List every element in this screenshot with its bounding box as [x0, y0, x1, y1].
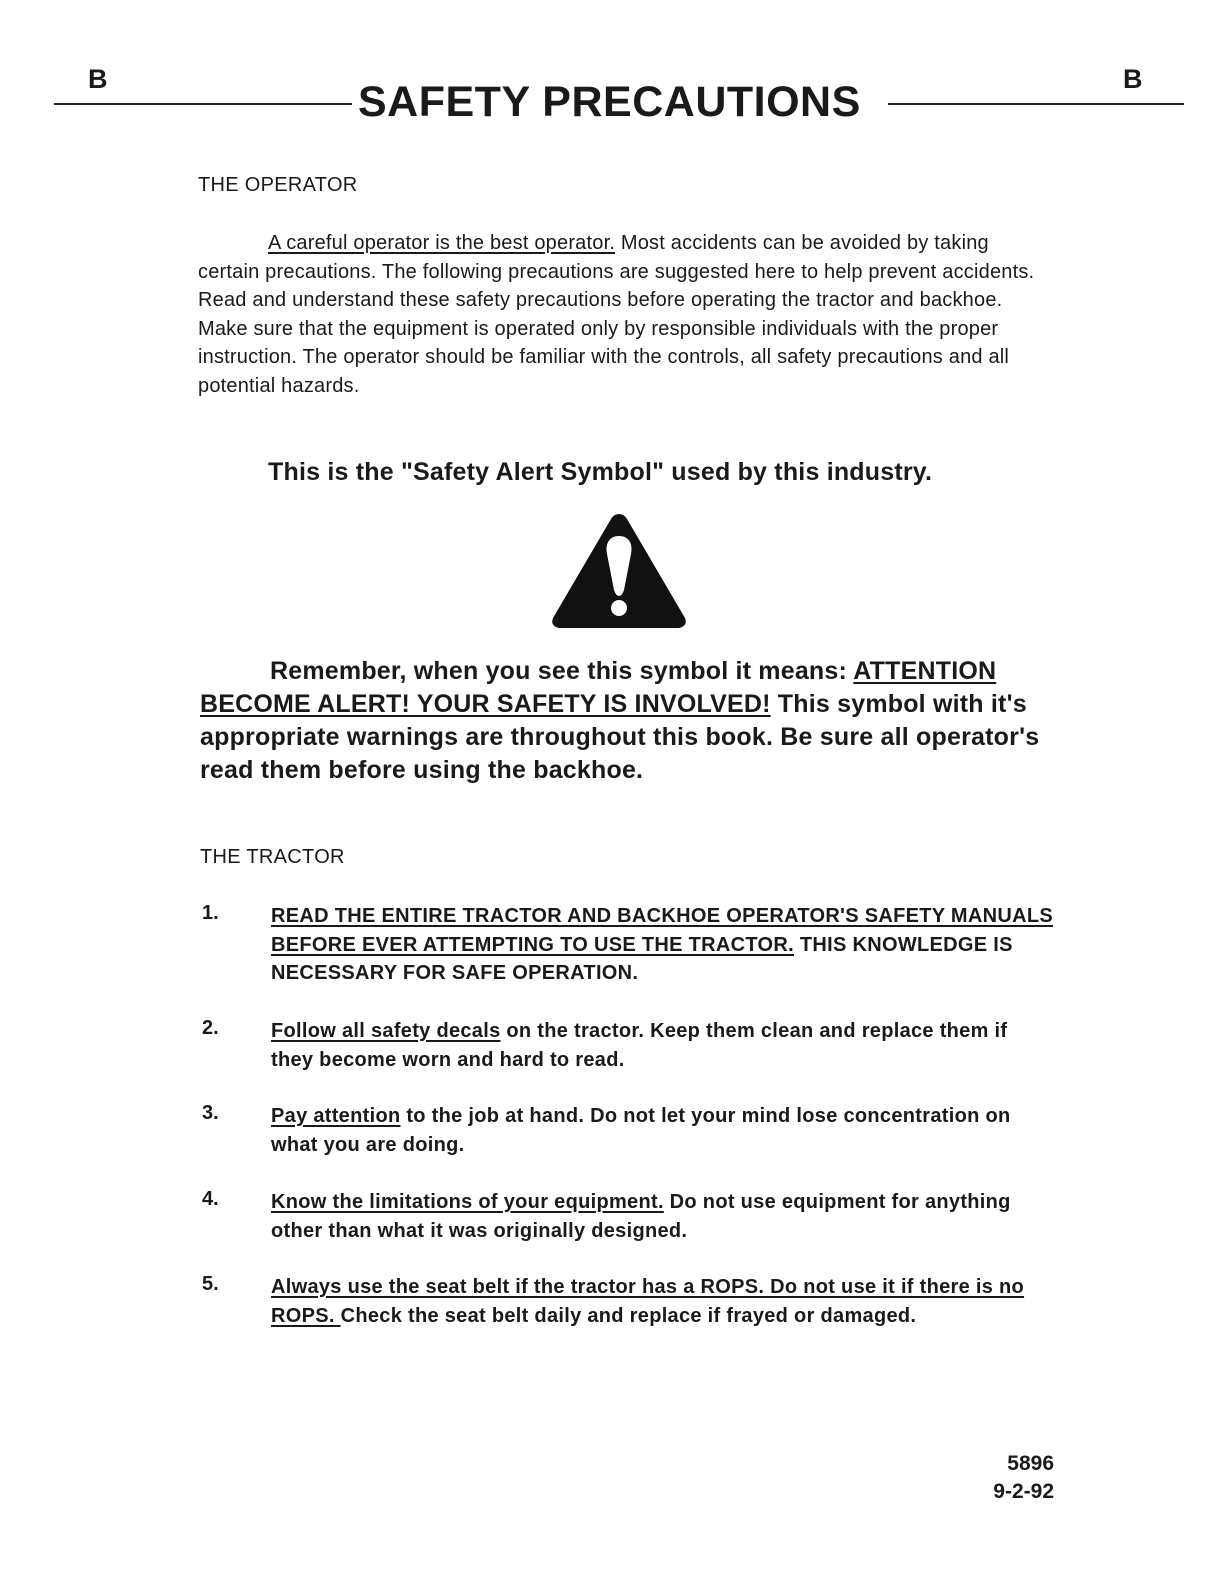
document-code: 5896	[1007, 1452, 1054, 1475]
item-number: 4.	[202, 1188, 219, 1210]
item-number: 5.	[202, 1273, 219, 1295]
remember-attention: ATTENTION BECOME ALERT! YOUR SAFETY IS INVOLVED!	[200, 657, 997, 718]
tractor-item-4	[271, 1188, 1051, 1245]
safety-alert-caption: This is the "Safety Alert Symbol" used by this industry.	[268, 458, 933, 486]
operator-paragraph	[198, 229, 1036, 400]
title-rule-left	[54, 103, 352, 105]
remember-tail: This symbol with it's appropriate warnings are throughout this book. Be sure all operator's read them before using the backhoe.	[200, 690, 1040, 784]
item-underlined: Follow all safety decals	[271, 1020, 501, 1042]
title-rule-right	[888, 103, 1184, 105]
page-tab-right: B	[1123, 64, 1143, 94]
item-text: to the job at hand. Do not let your mind lose concentration on what you are doing.	[271, 1105, 1011, 1156]
item-text: on the tractor. Keep them clean and replace them if they become worn and hard to read.	[271, 1020, 1008, 1071]
page-title: SAFETY PRECAUTIONS	[358, 78, 861, 126]
item-underlined: Pay attention	[271, 1105, 401, 1127]
remember-lead: Remember, when you see this symbol it means:	[270, 657, 854, 685]
remember-paragraph	[200, 655, 1060, 787]
item-number: 3.	[202, 1102, 219, 1124]
item-text: Check the seat belt daily and replace if frayed or damaged.	[340, 1304, 917, 1327]
safety-alert-icon	[548, 508, 690, 634]
document-footer	[993, 1450, 1054, 1506]
operator-body: Most accidents can be avoided by taking certain precautions. The following precautions are suggested here to help prevent accidents. Read and understand these safety precautions before operating the tractor and backhoe. Make sure that the equipment is operated only by responsible individuals with the proper instruction. The operator should be familiar with the controls, all safety precautions and all potential hazards.	[198, 232, 1035, 397]
operator-lead: A careful operator is the best operator.	[268, 232, 616, 254]
item-number: 2.	[202, 1017, 219, 1039]
item-text: THIS KNOWLEDGE IS NECESSARY FOR SAFE OPERATION.	[271, 933, 1013, 984]
page-tab-left: B	[88, 64, 108, 94]
item-underlined: Know the limitations of your equipment.	[271, 1191, 664, 1213]
item-underlined: READ THE ENTIRE TRACTOR AND BACKHOE OPERATOR'S SAFETY MANUALS BEFORE EVER ATTEMPTING TO USE THE TRACTOR.	[271, 905, 1053, 956]
section-heading-operator: THE OPERATOR	[198, 174, 358, 196]
item-number: 1.	[202, 902, 219, 924]
tractor-item-2	[271, 1017, 1051, 1074]
item-text: Do not use equipment for anything other than what it was originally designed.	[271, 1191, 1011, 1242]
tractor-item-3	[271, 1102, 1051, 1159]
tractor-item-1	[271, 902, 1061, 988]
document-date: 9-2-92	[993, 1480, 1054, 1503]
item-underlined: Always use the seat belt if the tractor has a ROPS. Do not use it if there is no ROPS.	[271, 1276, 1025, 1327]
section-heading-tractor: THE TRACTOR	[200, 846, 345, 868]
tractor-item-5	[271, 1273, 1041, 1330]
